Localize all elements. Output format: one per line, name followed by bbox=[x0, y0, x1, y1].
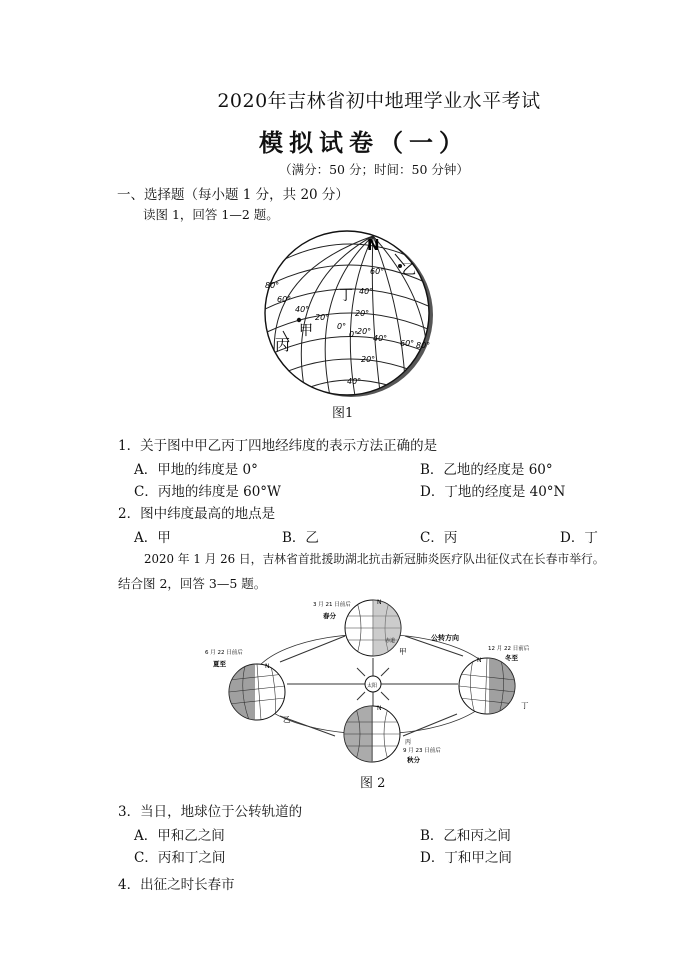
winter-label: 冬至 bbox=[505, 654, 518, 662]
winter-date: 12 月 22 日前后 bbox=[488, 646, 530, 652]
north-label-4: N bbox=[377, 705, 382, 712]
summer-label: 夏至 bbox=[213, 660, 226, 668]
deg0-label-b: 0° bbox=[349, 330, 359, 339]
label-bing: 丙 bbox=[405, 739, 412, 746]
north-label-1: N bbox=[377, 599, 382, 606]
label-jia: 甲 bbox=[299, 323, 313, 339]
q2-option-c[interactable]: C．丙 bbox=[420, 530, 458, 546]
passage-line2: 结合图 2，回答 3—5 题。 bbox=[118, 576, 267, 591]
label-ding: 丁 bbox=[339, 288, 353, 304]
point-jia bbox=[297, 318, 301, 322]
lat60-label: 60° bbox=[370, 267, 385, 276]
q1-option-a[interactable]: A．甲地的纬度是 0° bbox=[134, 462, 258, 478]
deg0-label-a: 0° bbox=[337, 322, 347, 331]
label-ding: 丁 bbox=[521, 701, 529, 710]
deg40-left-label: 40° bbox=[295, 305, 310, 314]
figure2-orbit bbox=[195, 596, 540, 768]
q4-stem: 4．出征之时长春市 bbox=[118, 877, 235, 893]
q3-stem: 3．当日，地球位于公转轨道的 bbox=[118, 804, 303, 820]
orbit-arrow-1 bbox=[280, 636, 345, 662]
left80-label: 80° bbox=[265, 281, 280, 290]
summer-date: 6 月 22 日前后 bbox=[205, 650, 243, 656]
q3-option-a[interactable]: A．甲和乙之间 bbox=[134, 828, 225, 844]
lon60-right-label: 60° bbox=[400, 339, 415, 348]
lon20-label: 20° bbox=[355, 309, 370, 318]
label-yi: 乙 bbox=[402, 262, 416, 278]
q1-option-d[interactable]: D．丁地的经度是 40°N bbox=[420, 484, 566, 500]
q1-stem: 1．关于图中甲乙丙丁四地经纬度的表示方法正确的是 bbox=[118, 438, 438, 454]
score-info: （满分：50 分；时间：50 分钟） bbox=[279, 162, 469, 177]
q2-stem: 2．图中纬度最高的地点是 bbox=[118, 506, 276, 522]
equator-label: 赤道 bbox=[385, 638, 396, 644]
q2-option-b[interactable]: B．乙 bbox=[282, 530, 319, 546]
left60-label: 60° bbox=[277, 295, 292, 304]
exam-subtitle: 模拟试卷（一） bbox=[259, 128, 469, 157]
orbit-arrow-3 bbox=[403, 714, 457, 736]
north-label-3: N bbox=[477, 657, 482, 664]
section-heading: 一、选择题（每小题 1 分，共 20 分） bbox=[117, 187, 349, 203]
lon80-right-label: 80° bbox=[416, 341, 431, 350]
orbit-direction-label: 公转方向 bbox=[431, 634, 459, 642]
q3-option-b[interactable]: B．乙和丙之间 bbox=[420, 828, 511, 844]
figure2-caption: 图 2 bbox=[360, 776, 386, 791]
label-jia: 甲 bbox=[399, 647, 407, 656]
north-label-2: N bbox=[265, 663, 270, 670]
q1-option-b[interactable]: B．乙地的经度是 60° bbox=[420, 462, 553, 478]
q2-option-d[interactable]: D．丁 bbox=[560, 530, 598, 546]
label-yi: 乙 bbox=[283, 715, 291, 724]
label-bing: 丙 bbox=[275, 336, 291, 354]
q3-option-d[interactable]: D．丁和甲之间 bbox=[420, 850, 512, 866]
north-label: N bbox=[367, 236, 380, 254]
lat40-s-label: 40° bbox=[347, 377, 362, 386]
q1-option-c[interactable]: C．丙地的纬度是 60°W bbox=[134, 484, 281, 500]
lat20-s-label: 20° bbox=[361, 355, 376, 364]
figure1-globe bbox=[255, 224, 440, 402]
autumn-label: 秋分 bbox=[407, 756, 420, 764]
sun-label: 太阳 bbox=[367, 683, 378, 689]
deg20-label-b: 20° bbox=[357, 327, 372, 336]
exam-title: 2020年吉林省初中地理学业水平考试 bbox=[217, 90, 541, 112]
lon40-right-label: 40° bbox=[373, 334, 388, 343]
figure1-caption: 图1 bbox=[332, 406, 354, 421]
passage-line1: 2020 年 1 月 26 日，吉林省首批援助湖北抗击新冠肺炎医疗队出征仪式在长春市举行。 bbox=[144, 552, 605, 566]
spring-label: 春分 bbox=[323, 612, 336, 620]
deg20-left-label: 20° bbox=[315, 313, 330, 322]
section-instruction: 读图 1，回答 1—2 题。 bbox=[143, 207, 279, 222]
lon40-top-label: 40° bbox=[359, 287, 374, 296]
q3-option-c[interactable]: C．丙和丁之间 bbox=[134, 850, 226, 866]
spring-date: 3 月 21 日前后 bbox=[313, 602, 351, 608]
q2-option-a[interactable]: A．甲 bbox=[134, 530, 171, 546]
autumn-date: 9 月 23 日前后 bbox=[403, 748, 441, 754]
